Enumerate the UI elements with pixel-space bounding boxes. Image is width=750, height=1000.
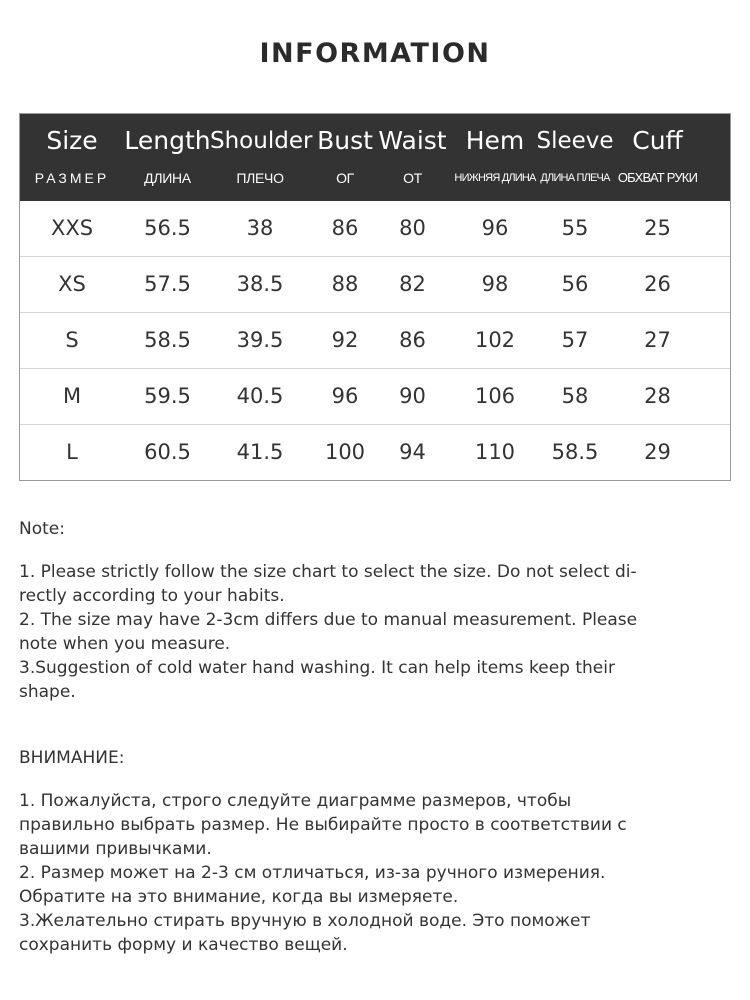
cell-shoulder: 41.5 bbox=[236, 440, 284, 464]
cell-shoulder: 40.5 bbox=[236, 384, 284, 408]
header-size-label-ru: РАЗМЕР bbox=[34, 170, 110, 186]
header-bust-label: Bust bbox=[317, 126, 373, 155]
header-length bbox=[120, 114, 215, 201]
header-bust bbox=[310, 114, 380, 201]
cell-size: L bbox=[66, 440, 78, 464]
header-length-label-ru: ДЛИНА bbox=[144, 170, 191, 186]
header-cuff-label-ru: ОБХВАТ РУКИ bbox=[617, 170, 698, 185]
cell-waist: 82 bbox=[399, 272, 426, 296]
header-shoulder bbox=[210, 114, 313, 201]
note-body: 1. Please strictly follow the size chart to select the size. Do not select di- rectly according to your habits. 2. The size may have 2-3cm differs due to manual measurement. Please note when you measure. 3.Suggestion of cold water hand washing. It can help items keep their shape. bbox=[19, 562, 638, 702]
header-bust-label-ru: ОГ bbox=[336, 170, 354, 186]
table-row bbox=[20, 201, 730, 256]
cell-bust: 86 bbox=[331, 216, 359, 240]
cell-bust: 100 bbox=[324, 440, 366, 464]
header-waist bbox=[375, 114, 450, 201]
cell-sleeve: 56 bbox=[561, 272, 589, 296]
cell-length: 56.5 bbox=[144, 216, 191, 240]
header-waist-label-ru: ОТ bbox=[403, 170, 422, 186]
cell-sleeve: 57 bbox=[561, 328, 589, 352]
header-hem-label-ru: НИЖНЯЯ ДЛИНА bbox=[454, 172, 536, 184]
cell-hem: 102 bbox=[474, 328, 516, 352]
cell-length: 59.5 bbox=[144, 384, 191, 408]
cell-waist: 94 bbox=[399, 440, 426, 464]
note-russian bbox=[19, 746, 731, 957]
cell-bust: 92 bbox=[331, 328, 359, 352]
header-size bbox=[28, 114, 116, 201]
cell-shoulder: 38.5 bbox=[236, 272, 284, 296]
cell-waist: 90 bbox=[399, 384, 426, 408]
cell-bust: 96 bbox=[331, 384, 359, 408]
header-hem bbox=[440, 114, 550, 201]
note-body-ru: 1. Пожалуйста, строго следуйте диаграмме размеров, чтобы правильно выбрать размер. Не выбирайте просто в соответствии с вашими привычками. 2. Размер может на 2-3 см отличаться, из-за ручного измерения. Обратите на это внимание, когда вы измеряете. 3.Желательно стирать вручную в холодной воде. Это поможет сохранить форму и качество вещей. bbox=[19, 791, 627, 955]
cell-length: 58.5 bbox=[144, 328, 191, 352]
table-row bbox=[20, 256, 730, 312]
cell-cuff: 25 bbox=[644, 216, 671, 240]
note-english bbox=[19, 517, 731, 704]
note-heading-ru: ВНИМАНИЕ: bbox=[19, 748, 125, 768]
cell-hem: 110 bbox=[474, 440, 516, 464]
cell-hem: 106 bbox=[474, 384, 516, 408]
cell-sleeve: 55 bbox=[561, 216, 589, 240]
cell-length: 60.5 bbox=[144, 440, 191, 464]
cell-cuff: 29 bbox=[644, 440, 671, 464]
size-chart-table bbox=[19, 113, 731, 481]
header-shoulder-label: Shoulder bbox=[210, 128, 313, 154]
cell-cuff: 26 bbox=[644, 272, 671, 296]
cell-sleeve: 58.5 bbox=[551, 440, 599, 464]
cell-size: S bbox=[65, 328, 79, 352]
header-cuff bbox=[605, 114, 710, 201]
cell-shoulder: 38 bbox=[246, 216, 274, 240]
cell-waist: 80 bbox=[399, 216, 426, 240]
header-sleeve bbox=[535, 114, 615, 201]
cell-length: 57.5 bbox=[144, 272, 191, 296]
header-sleeve-label-ru: ДЛИНА ПЛЕЧА bbox=[540, 172, 610, 184]
cell-hem: 98 bbox=[481, 272, 509, 296]
cell-sleeve: 58 bbox=[561, 384, 589, 408]
note-heading: Note: bbox=[19, 519, 65, 539]
cell-size: XXS bbox=[50, 216, 94, 240]
size-chart-header bbox=[20, 114, 730, 201]
cell-bust: 88 bbox=[331, 272, 359, 296]
cell-size: M bbox=[62, 384, 82, 408]
cell-shoulder: 39.5 bbox=[236, 328, 284, 352]
header-waist-label: Waist bbox=[378, 126, 447, 155]
size-chart-body bbox=[20, 201, 730, 480]
cell-cuff: 27 bbox=[644, 328, 671, 352]
header-sleeve-label: Sleeve bbox=[536, 128, 614, 154]
cell-size: XS bbox=[58, 272, 86, 296]
header-length-label: Length bbox=[124, 126, 211, 155]
header-shoulder-label-ru: ПЛЕЧО bbox=[236, 170, 284, 186]
page-title: INFORMATION bbox=[259, 38, 491, 69]
table-row bbox=[20, 424, 730, 480]
table-row bbox=[20, 312, 730, 368]
header-size-label: Size bbox=[46, 126, 98, 155]
header-hem-label: Hem bbox=[465, 126, 525, 155]
table-row bbox=[20, 368, 730, 424]
cell-cuff: 28 bbox=[644, 384, 671, 408]
header-cuff-label: Cuff bbox=[632, 126, 683, 155]
cell-waist: 86 bbox=[399, 328, 426, 352]
cell-hem: 96 bbox=[481, 216, 509, 240]
